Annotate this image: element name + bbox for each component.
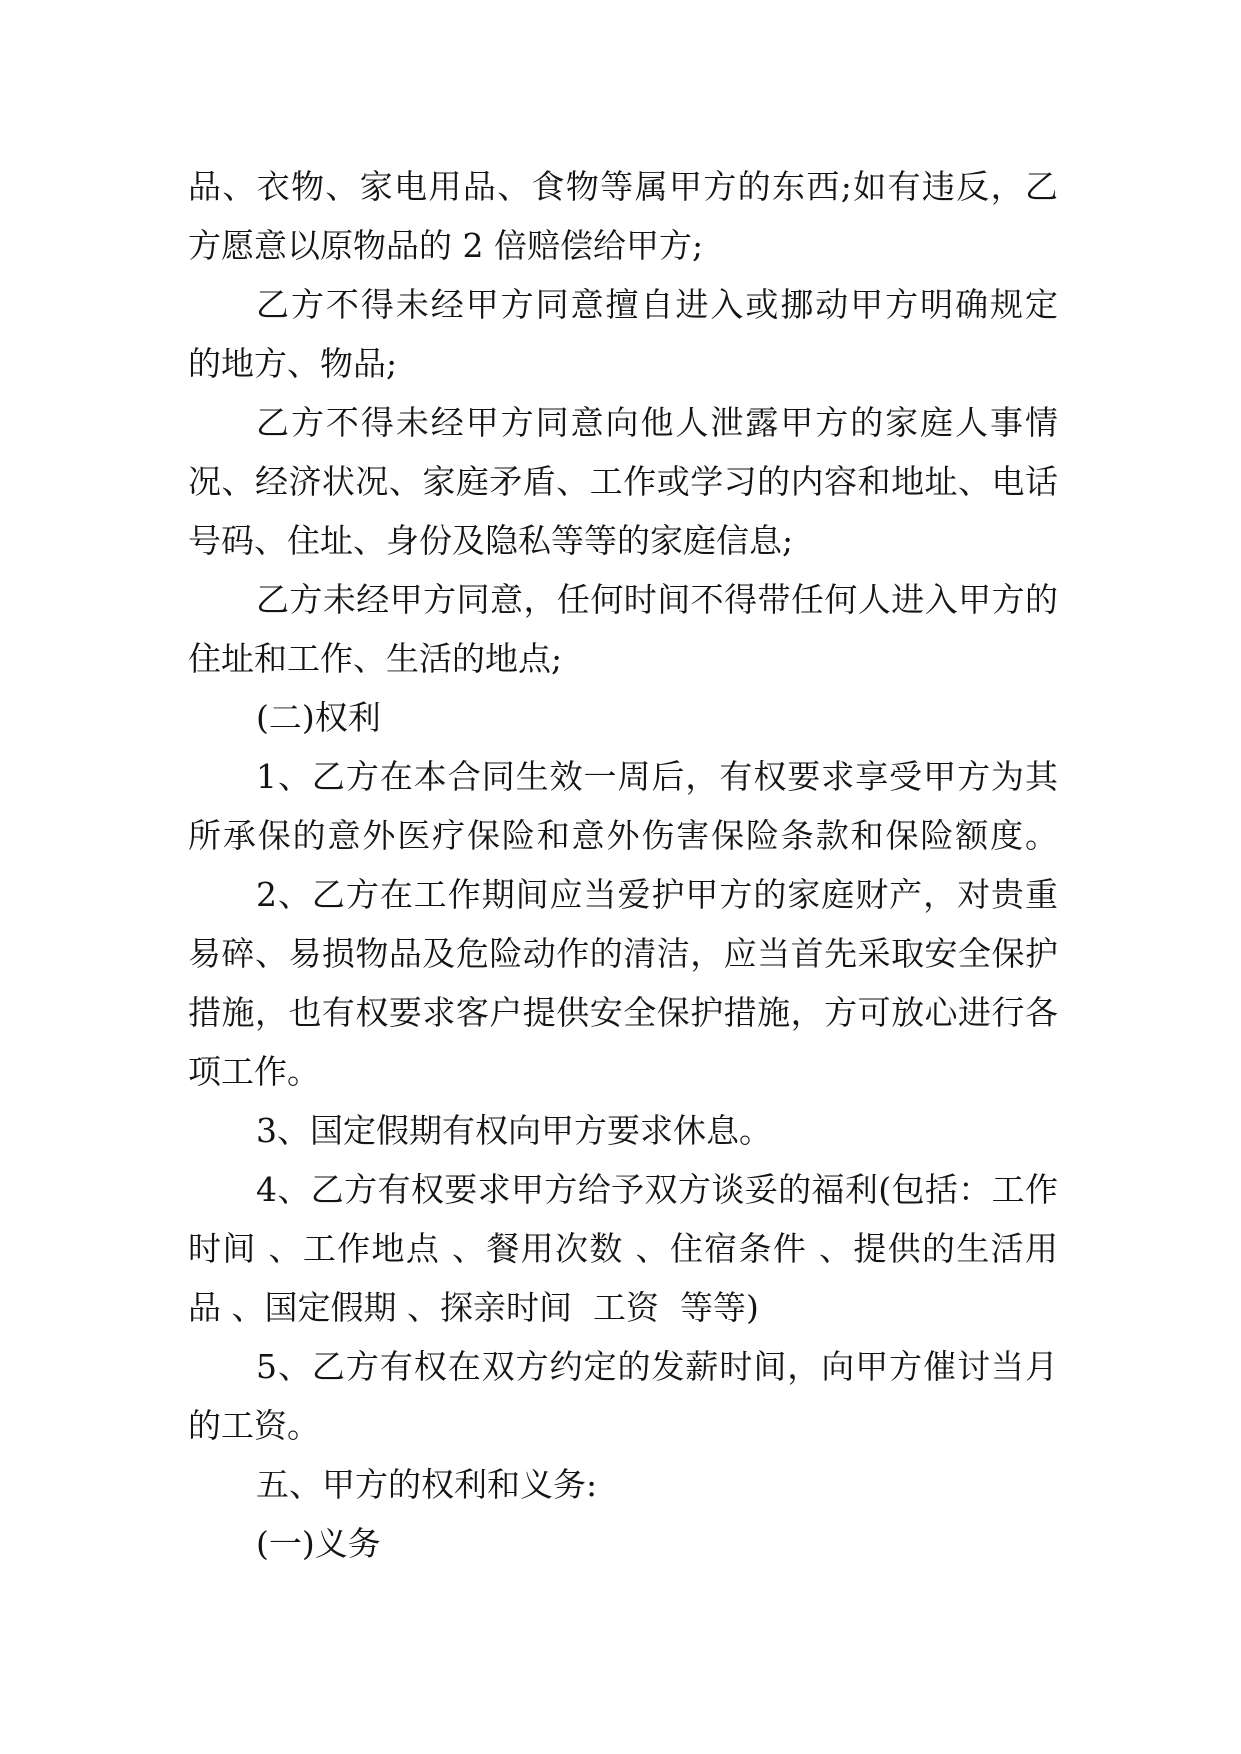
text-line: 5、乙方有权在双方约定的发薪时间，向甲方催讨当月 xyxy=(256,1347,1058,1386)
text-line: (二)权利 xyxy=(256,698,381,737)
text-line: 号码、住址、身份及隐私等等的家庭信息; xyxy=(188,521,794,560)
text-line: 方愿意以原物品的 2 倍赔偿给甲方; xyxy=(188,226,704,265)
section-heading xyxy=(188,1455,1058,1514)
text-line: 住址和工作、生活的地点; xyxy=(188,639,563,678)
text-line: 措施，也有权要求客户提供安全保护措施，方可放心进行各 xyxy=(188,993,1058,1032)
text-line: 的工资。 xyxy=(188,1406,320,1445)
text-line: 4、乙方有权要求甲方给予双方谈妥的福利(包括：工作 xyxy=(256,1170,1058,1209)
paragraph xyxy=(188,865,1058,1101)
paragraph xyxy=(188,393,1058,570)
paragraph xyxy=(188,157,1058,275)
document-body xyxy=(188,157,1058,1573)
section-heading xyxy=(188,688,1058,747)
text-line: 品、衣物、家电用品、食物等属甲方的东西;如有违反，乙 xyxy=(188,167,1058,206)
text-line: 2、乙方在工作期间应当爱护甲方的家庭财产，对贵重 xyxy=(256,875,1058,914)
text-line: 项工作。 xyxy=(188,1052,320,1091)
paragraph xyxy=(188,570,1058,688)
text-line: 1、乙方在本合同生效一周后，有权要求享受甲方为其 xyxy=(256,757,1058,796)
text-line: 乙方不得未经甲方同意擅自进入或挪动甲方明确规定 xyxy=(256,285,1058,324)
paragraph xyxy=(188,1101,1058,1160)
paragraph xyxy=(188,1160,1058,1337)
text-line: 五、甲方的权利和义务: xyxy=(256,1465,598,1504)
paragraph xyxy=(188,747,1058,865)
text-line: 况、经济状况、家庭矛盾、工作或学习的内容和地址、电话 xyxy=(188,462,1058,501)
text-line: 3、国定假期有权向甲方要求休息。 xyxy=(256,1111,772,1150)
paragraph xyxy=(188,275,1058,393)
text-line: (一)义务 xyxy=(256,1524,381,1563)
paragraph xyxy=(188,1337,1058,1455)
section-heading xyxy=(188,1514,1058,1573)
text-line: 乙方不得未经甲方同意向他人泄露甲方的家庭人事情 xyxy=(256,403,1058,442)
text-line: 乙方未经甲方同意，任何时间不得带任何人进入甲方的 xyxy=(256,580,1058,619)
text-line: 时间 、工作地点 、餐用次数 、住宿条件 、提供的生活用 xyxy=(188,1229,1058,1268)
text-line: 品 、国定假期 、探亲时间 工资 等等) xyxy=(188,1288,759,1327)
text-line: 易碎、易损物品及危险动作的清洁，应当首先采取安全保护 xyxy=(188,934,1058,973)
text-line: 所承保的意外医疗保险和意外伤害保险条款和保险额度。 xyxy=(188,816,1058,855)
text-line: 的地方、物品; xyxy=(188,344,398,383)
